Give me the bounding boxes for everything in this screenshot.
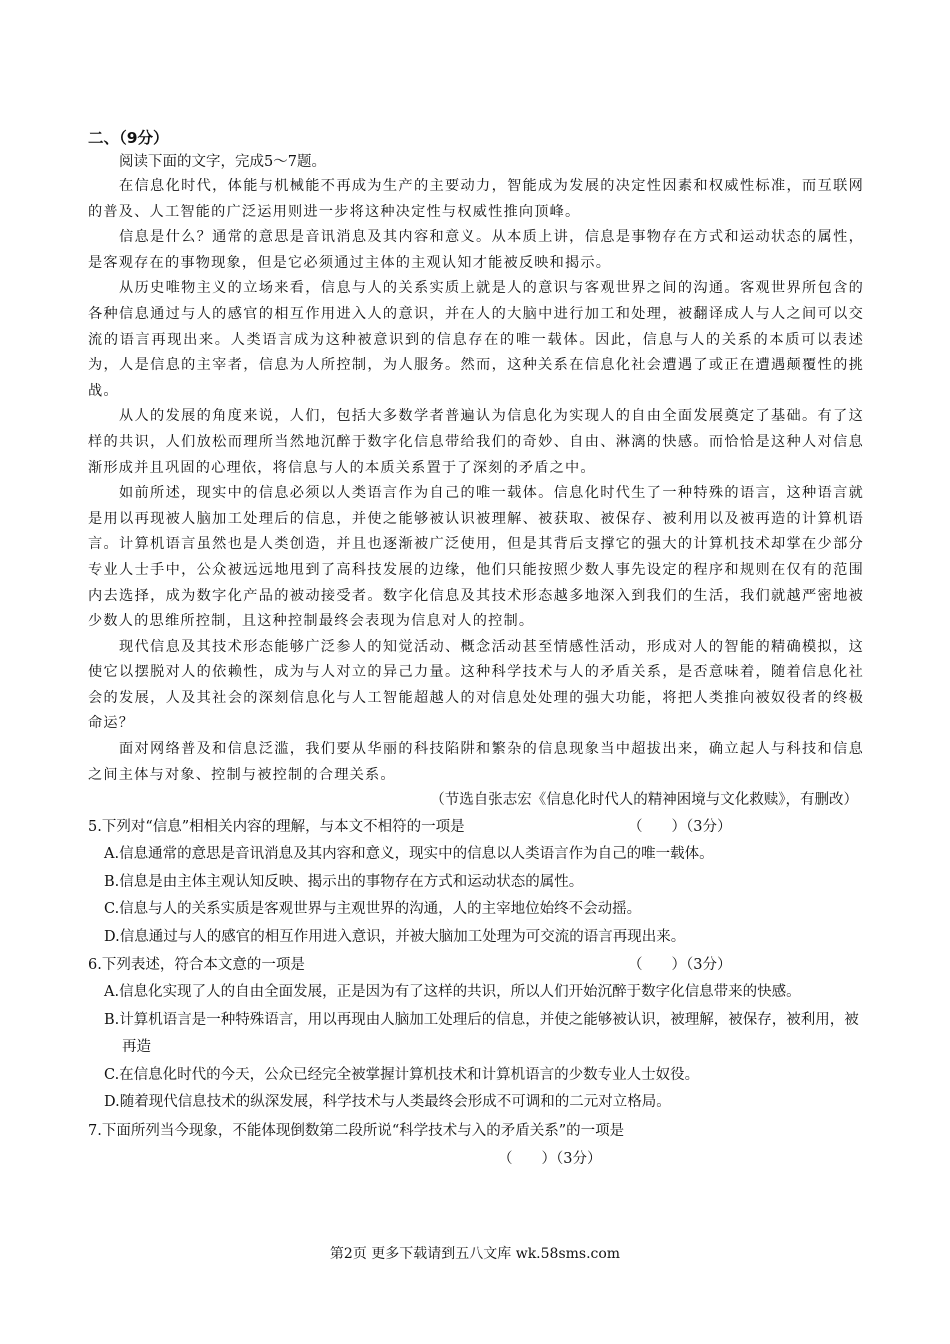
reading-passage xyxy=(88,174,864,788)
option-d: D.信息通过与人的感官的相互作用进入意识，并被大脑加工处理为可交流的语言再现出来。 xyxy=(104,928,686,945)
reading-instruction: 阅读下面的文字，完成5～7题。 xyxy=(119,154,326,170)
question-stem-text: 7.下面所列当今现象，不能体现倒数第二段所说“科学技术与入的矛盾关系”的一项是 xyxy=(88,1122,625,1139)
option-a: A.信息通常的意思是音讯消息及其内容和意义，现实中的信息以人类语言作为自己的唯一载体。 xyxy=(104,846,714,863)
question-stem xyxy=(88,813,864,841)
question-score: （ ）（3分） xyxy=(628,957,732,974)
option-c: C.信息与人的关系实质是客观世界与主观世界的沟通，人的主宰地位始终不会动摇。 xyxy=(104,901,642,918)
passage-paragraph: 现代信息及其技术形态能够广泛参人的知觉活动、概念活动甚至情感性活动，形成对人的智能的精确模拟，这使它以摆脱对人的依赖性，成为与人对立的异己力量。这种科学技术与人的矛盾关系，是否意味着，随着信息化社会的发展，人及其社会的深刻信息化与人工智能超越人的对信息处处理的强大功能，将把人类推向被奴役者的终极命运？ xyxy=(88,638,864,732)
question-stem-text: 6.下列表述，符合本文意的一项是 xyxy=(88,957,305,974)
question-5 xyxy=(88,813,864,951)
option-b: B.计算机语言是一种特殊语言，用以再现由人脑加工处理后的信息，并使之能够被认识，被理解，被保存，被利用，被再造 xyxy=(104,1011,859,1056)
option-d: D.随着现代信息技术的纵深发展，科学技术与人类最终会形成不可调和的二元对立格局。 xyxy=(104,1094,671,1111)
passage-source: （节选自张志宏《信息化时代人的精神困境与文化救赎》，有删改） xyxy=(430,792,858,809)
question-7 xyxy=(88,1117,864,1173)
page-footer: 第2页 更多下载请到五八文库 wk.58sms.com xyxy=(329,1246,621,1262)
option-a: A.信息化实现了人的自由全面发展，正是因为有了这样的共识，所以人们开始沉醉于数字化信息带来的快感。 xyxy=(104,984,801,1001)
passage-paragraph: 在信息化时代，体能与机械能不再成为生产的主要动力，智能成为发展的决定性因素和权威性标准，而互联网的普及、人工智能的广泛运用则进一步将这种决定性与权威性推向顶峰。 xyxy=(88,178,864,220)
question-6 xyxy=(88,951,864,1117)
question-stem-text: 5.下列对“信息”相相关内容的理解，与本文不相符的一项是 xyxy=(88,819,465,836)
passage-paragraph: 从人的发展的角度来说，人们，包括大多数学者普遍认为信息化为实现人的自由全面发展奠定了基础。有了这样的共识，人们放松而理所当然地沉醉于数字化信息带给我们的奇妙、自由、淋漓的快感。而恰恰是这种人对信息渐形成并且巩固的心理依，将信息与人的本质关系置于了深刻的矛盾之中。 xyxy=(88,408,864,476)
document-page xyxy=(88,126,864,1173)
option-b: B.信息是由主体主观认知反映、揭示出的事物存在方式和运动状态的属性。 xyxy=(104,873,584,890)
passage-paragraph: 信息是什么？通常的意思是音讯消息及其内容和意义。从本质上讲，信息是事物存在方式和运动状态的属性，是客观存在的事物现象，但是它必须通过主体的主观认知才能被反映和揭示。 xyxy=(88,229,864,271)
section-heading: 二、（9分） xyxy=(88,129,169,147)
passage-paragraph: 面对网络普及和信息泛滥，我们要从华丽的科技陷阱和繁杂的信息现象当中超拔出来，确立起人与科技和信息之间主体与对象、控制与被控制的合理关系。 xyxy=(88,741,864,783)
question-stem xyxy=(88,951,864,979)
passage-paragraph: 如前所述，现实中的信息必须以人类语言作为自己的唯一载体。信息化时代生了一种特殊的语言，这种语言就是用以再现被人脑加工处理后的信息，并使之能够被认识被理解、被获取、被保存、被利用以及被再造的计算机语言。计算机语言虽然也是人类创造，并且也逐渐被广泛使用，但是其背后支撑它的强大的计算机技术却掌在少部分专业人士手中，公众被远远地甩到了高科技发展的边缘，他们只能按照少数人事先设定的程序和规则在仅有的范围内去选择，成为数字化产品的被动接受者。数字化信息及其技术形态越多地深入到我们的生活，我们就越严密地被少数人的思维所控制，且这种控制最终会表现为信息对人的控制。 xyxy=(88,485,864,630)
question-score: （ ）（3分） xyxy=(628,819,732,836)
option-c: C.在信息化时代的今天，公众已经完全被掌握计算机技术和计算机语言的少数专业人士奴役。 xyxy=(104,1066,700,1083)
question-score: （ ）（3分） xyxy=(498,1150,602,1167)
passage-paragraph: 从历史唯物主义的立场来看，信息与人的关系实质上就是人的意识与客观世界之间的沟通。客观世界所包含的各种信息通过与人的感官的相互作用进入人的意识，并在人的大脑中进行加工和处理，被翻译成人与人之间可以交流的语言再现出来。人类语言成为这种被意识到的信息存在的唯一载体。因此，信息与人的关系的本质可以表述为，人是信息的主宰者，信息为人所控制，为人服务。然而，这种关系在信息化社会遭遇了或正在遭遇颠覆性的挑战。 xyxy=(88,280,864,399)
